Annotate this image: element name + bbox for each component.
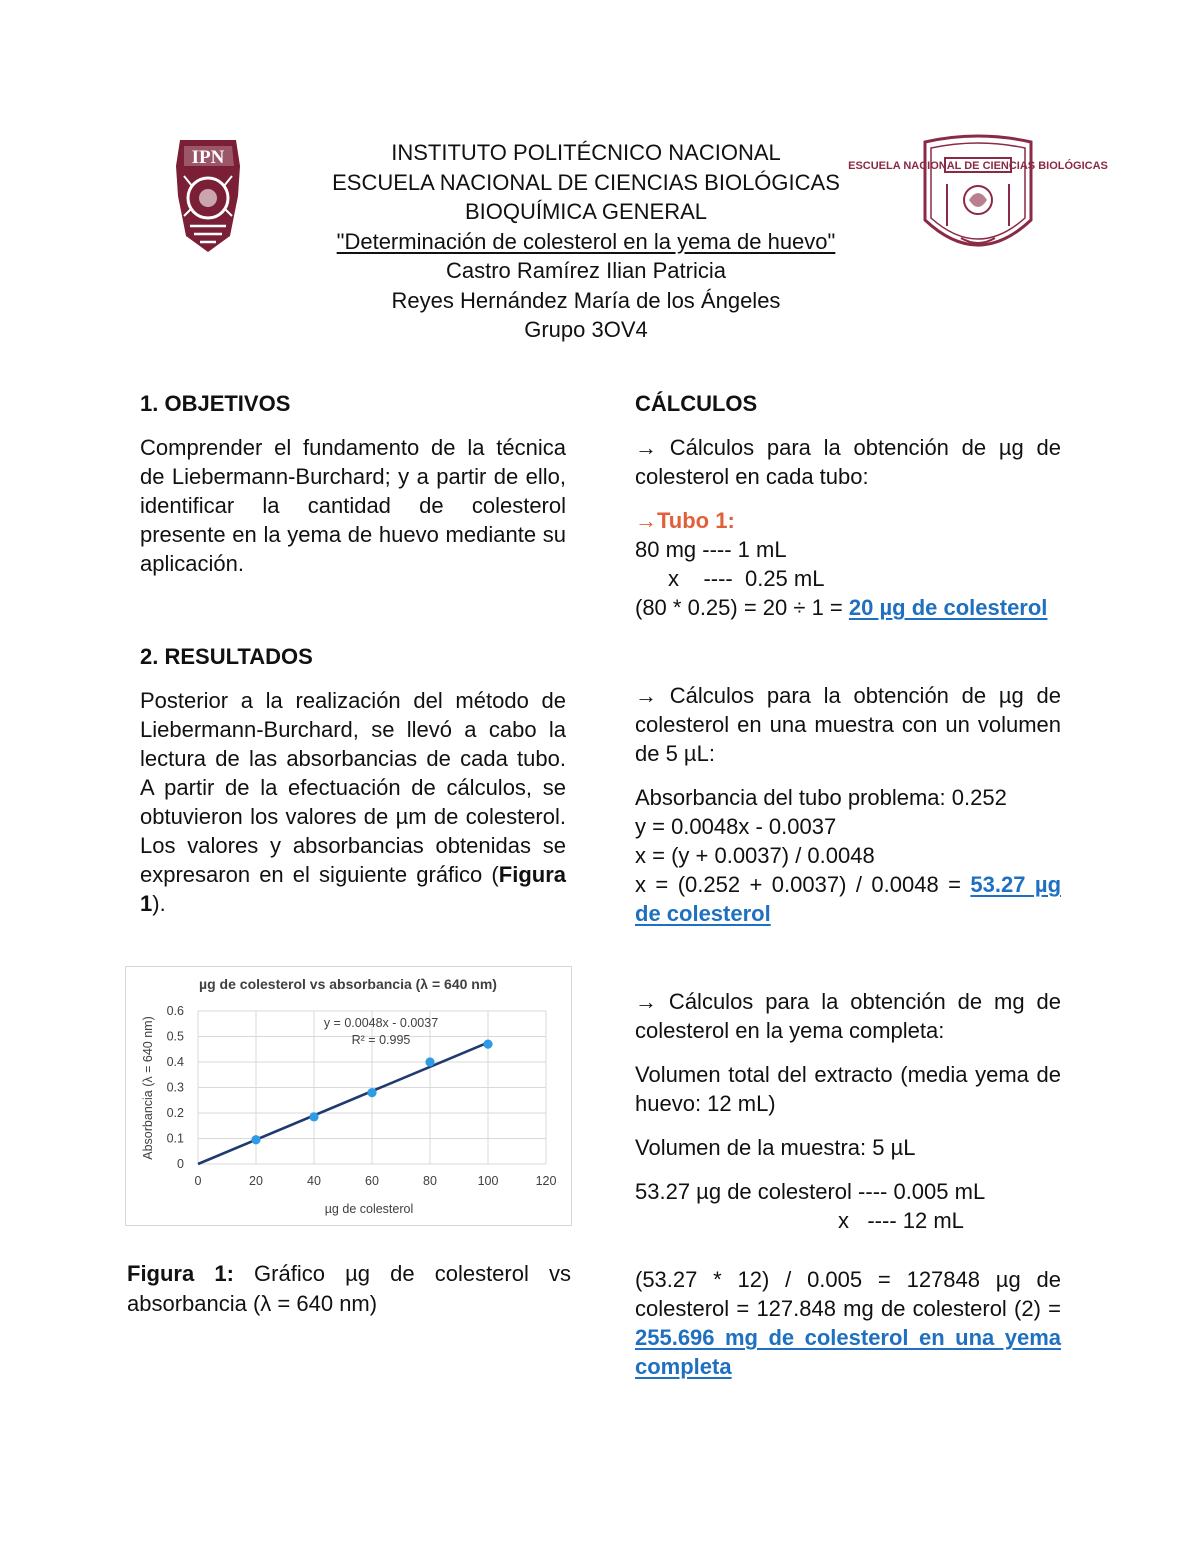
- resultados-text-end: ).: [152, 891, 166, 916]
- y-tick-label: 0.1: [166, 1131, 184, 1146]
- tubo-1-label: →Tubo 1:: [635, 508, 735, 533]
- figure-caption-text: Gráfico µg de colesterol vs absorbancia (λ = 640 nm): [127, 1261, 571, 1316]
- x-tick-label: 80: [423, 1174, 437, 1188]
- sec3-line-2: Volumen de la muestra: 5 µL: [635, 1135, 916, 1160]
- sec3-line-3: 53.27 µg de colesterol ---- 0.005 mL: [635, 1179, 986, 1204]
- document-header: [290, 138, 882, 345]
- tubo-1-result: 20 µg de colesterol: [848, 595, 1048, 620]
- sec2-formula: x = (0.252 + 0.0037) / 0.0048 =: [635, 872, 971, 897]
- x-tick-label: 0: [194, 1174, 202, 1188]
- objetivos-heading: 1. OBJETIVOS: [140, 391, 291, 416]
- chart-equation: y = 0.0048x - 0.0037: [323, 1016, 439, 1030]
- tubo-1-formula: (80 * 0.25) = 20 ÷ 1 =: [635, 595, 849, 620]
- figure-reference: Figura 1: [140, 862, 566, 916]
- data-point: [367, 1088, 376, 1097]
- institution-name: INSTITUTO POLITÉCNICO NACIONAL: [391, 140, 781, 165]
- y-tick-label: 0.6: [166, 1004, 184, 1018]
- tubo-1-line-2: x ---- 0.25 mL: [668, 566, 825, 591]
- y-tick-label: 0.5: [166, 1029, 184, 1044]
- chart-x-axis-label: µg de colesterol: [324, 1202, 414, 1216]
- ipn-logo: [170, 136, 246, 256]
- sec3-line-4: x ---- 12 mL: [838, 1208, 964, 1233]
- calc-section-2-intro: → Cálculos para la obtención de µg de colesterol en una muestra con un volumen de 5 µL:: [635, 683, 1061, 766]
- sec3-line-5: [635, 1265, 1061, 1381]
- course-name: BIOQUÍMICA GENERAL: [464, 199, 708, 224]
- sec3-line-1: Volumen total del extracto (media yema de huevo: 12 mL): [635, 1062, 1061, 1116]
- chart-container: [125, 966, 572, 1226]
- chart-y-axis-label: Absorbancia (λ = 640 nm): [141, 1016, 155, 1160]
- data-point: [425, 1057, 434, 1066]
- sec2-line-4: [635, 870, 1061, 928]
- tubo-1-line-3: [635, 593, 1061, 622]
- data-point: [483, 1040, 492, 1049]
- calc-section-3-intro: → Cálculos para la obtención de mg de colesterol en la yema completa:: [635, 989, 1061, 1043]
- school-name: ESCUELA NACIONAL DE CIENCIAS BIOLÓGICAS: [332, 169, 840, 195]
- author-1: Castro Ramírez Ilian Patricia: [446, 258, 726, 283]
- chart-trendline: [198, 1043, 488, 1164]
- chart-r-squared: R² = 0.995: [351, 1033, 411, 1047]
- x-tick-label: 100: [477, 1174, 499, 1188]
- sec2-result: 53.27 µg de colesterol: [635, 872, 1062, 926]
- objetivos-text: Comprender el fundamento de la técnica de Liebermann-Burchard; y a partir de ello, identificar la cantidad de colesterol presente en la yema de huevo mediante su aplicación.: [140, 435, 566, 576]
- encb-logo-text: ESCUELA NACIONAL DE CIENCIAS BIOLÓGICAS: [848, 160, 1108, 172]
- chart-title: µg de colesterol vs absorbancia (λ = 640 nm): [199, 976, 497, 992]
- resultados-text-start: Posterior a la realización del método de Liebermann-Burchard, se llevó a cabo la lectura de las absorbancias de cada tubo. A partir de la efectuación de cálculos, se obtuvieron los valores de µm de colesterol. Los valores y absorbancias obtenidas se expresaron en el siguiente gráfico (: [140, 688, 566, 887]
- y-tick-label: 0.3: [166, 1080, 184, 1095]
- resultados-heading: 2. RESULTADOS: [140, 644, 313, 669]
- figure-caption: [127, 1259, 571, 1319]
- figure-caption-label: Figura 1:: [127, 1261, 234, 1286]
- y-tick-label: 0.4: [166, 1055, 184, 1069]
- y-tick-label: 0.2: [166, 1106, 184, 1120]
- document-title: "Determinación de colesterol en la yema de huevo": [336, 228, 836, 254]
- x-tick-label: 20: [249, 1174, 263, 1188]
- ipn-logo-text: IPN: [191, 147, 225, 168]
- x-tick-label: 40: [307, 1174, 321, 1188]
- left-column: [140, 389, 566, 918]
- x-tick-label: 120: [535, 1174, 557, 1188]
- x-tick-label: 60: [365, 1174, 379, 1188]
- sec2-line-1: Absorbancia del tubo problema: 0.252: [635, 785, 1007, 810]
- y-tick-label: 0: [177, 1157, 184, 1171]
- data-point: [251, 1135, 260, 1144]
- sec2-line-2: y = 0.0048x - 0.0037: [635, 814, 837, 839]
- right-column: [635, 389, 1061, 1381]
- calculos-heading: CÁLCULOS: [635, 391, 758, 416]
- sec2-line-3: x = (y + 0.0037) / 0.0048: [635, 843, 875, 868]
- sec3-formula: (53.27 * 12) / 0.005 = 127848 µg de colesterol = 127.848 mg de colesterol (2) =: [635, 1267, 1061, 1321]
- sec3-result: 255.696 mg de colesterol en una yema completa: [635, 1325, 1061, 1379]
- author-2: Reyes Hernández María de los Ángeles: [391, 287, 781, 313]
- data-point: [309, 1112, 318, 1121]
- calc-section-1-intro: → Cálculos para la obtención de µg de colesterol en cada tubo:: [635, 435, 1061, 489]
- resultados-text: [140, 686, 566, 918]
- absorbance-chart: [126, 967, 571, 1225]
- tubo-1-line-1: 80 mg ---- 1 mL: [635, 537, 787, 562]
- encb-logo: [848, 134, 1108, 264]
- group-name: Grupo 3OV4: [524, 317, 648, 342]
